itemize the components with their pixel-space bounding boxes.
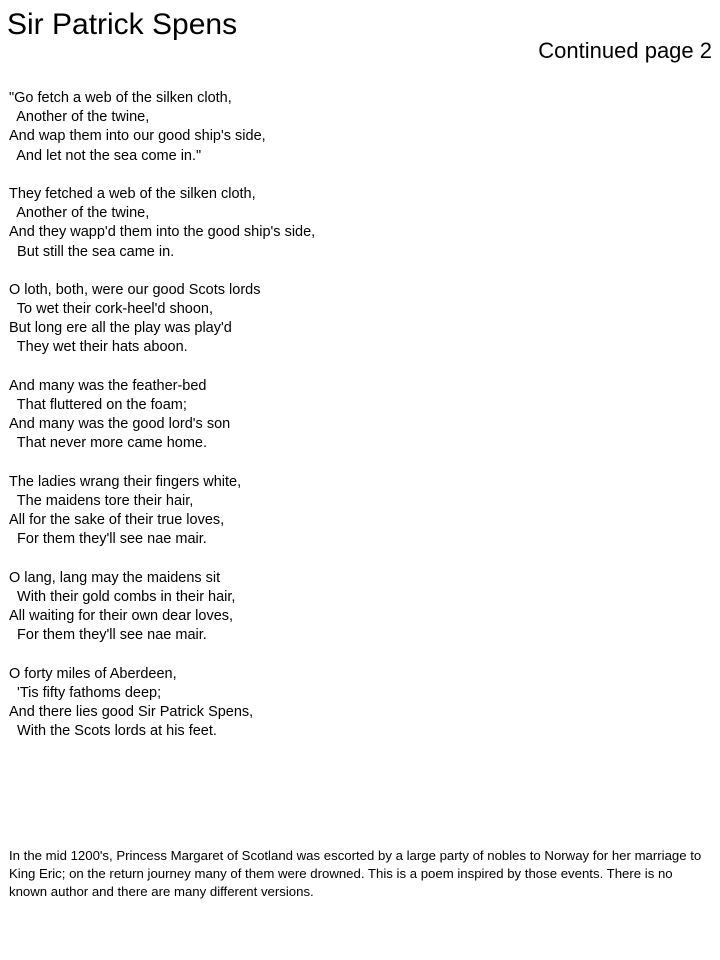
poem-line: 'Tis fifty fathoms deep; <box>9 684 162 701</box>
stanza-4 <box>9 377 709 454</box>
poem-line: And they wapp'd them into the good ship's side, <box>9 224 316 241</box>
poem-line: That never more came home. <box>9 435 207 452</box>
poem-line: O forty miles of Aberdeen, <box>9 665 177 682</box>
poem-line: All waiting for their own dear loves, <box>9 608 234 625</box>
poem-line: O loth, both, were our good Scots lords <box>9 281 261 298</box>
poem-line: The maidens tore their hair, <box>9 492 194 509</box>
poem-line: And wap them into our good ship's side, <box>9 128 266 145</box>
poem-line: With their gold combs in their hair, <box>9 588 236 605</box>
poem-line: All for the sake of their true loves, <box>9 512 225 529</box>
poem-line: The ladies wrang their fingers white, <box>9 473 242 490</box>
poem-line: They fetched a web of the silken cloth, <box>9 185 256 202</box>
poem-line: That fluttered on the foam; <box>9 397 187 413</box>
stanza-2 <box>9 185 709 262</box>
page-title: Sir Patrick Spens <box>7 8 238 41</box>
poem-line: But still the sea came in. <box>9 243 175 260</box>
stanza-6 <box>9 569 709 646</box>
poem-line: And many was the feather-bed <box>9 377 207 394</box>
historical-footnote: In the mid 1200's, Princess Margaret of Scotland was escorted by a large party of nobles to Norway for her marriage to King Eric; on the return journey many of them were drowned. This is a poem inspired by those events. There is no known author and there are many different versions. <box>9 848 702 899</box>
poem-line: With the Scots lords at his feet. <box>9 723 217 740</box>
poem-line: O lang, lang may the maidens sit <box>9 569 221 586</box>
poem-body <box>9 89 709 761</box>
poem-line: And many was the good lord's son <box>9 416 231 433</box>
stanza-3 <box>9 281 709 358</box>
poem-line: Another of the twine, <box>9 205 150 222</box>
poem-line: And let not the sea come in." <box>9 147 202 164</box>
poem-line: And there lies good Sir Patrick Spens, <box>9 704 254 720</box>
poem-line: But long ere all the play was play'd <box>9 320 232 337</box>
poem-line: Another of the twine, <box>9 109 150 126</box>
poem-line: For them they'll see nae mair. <box>9 531 207 548</box>
poem-line: For them they'll see nae mair. <box>9 627 207 644</box>
poem-line: They wet their hats aboon. <box>9 339 188 356</box>
stanza-1 <box>9 89 709 166</box>
continuation-label: Continued page 2 <box>538 38 712 63</box>
poem-line: To wet their cork-heel'd shoon, <box>9 301 213 318</box>
poem-line: "Go fetch a web of the silken cloth, <box>9 90 232 106</box>
stanza-7 <box>9 665 709 742</box>
stanza-5 <box>9 473 709 550</box>
